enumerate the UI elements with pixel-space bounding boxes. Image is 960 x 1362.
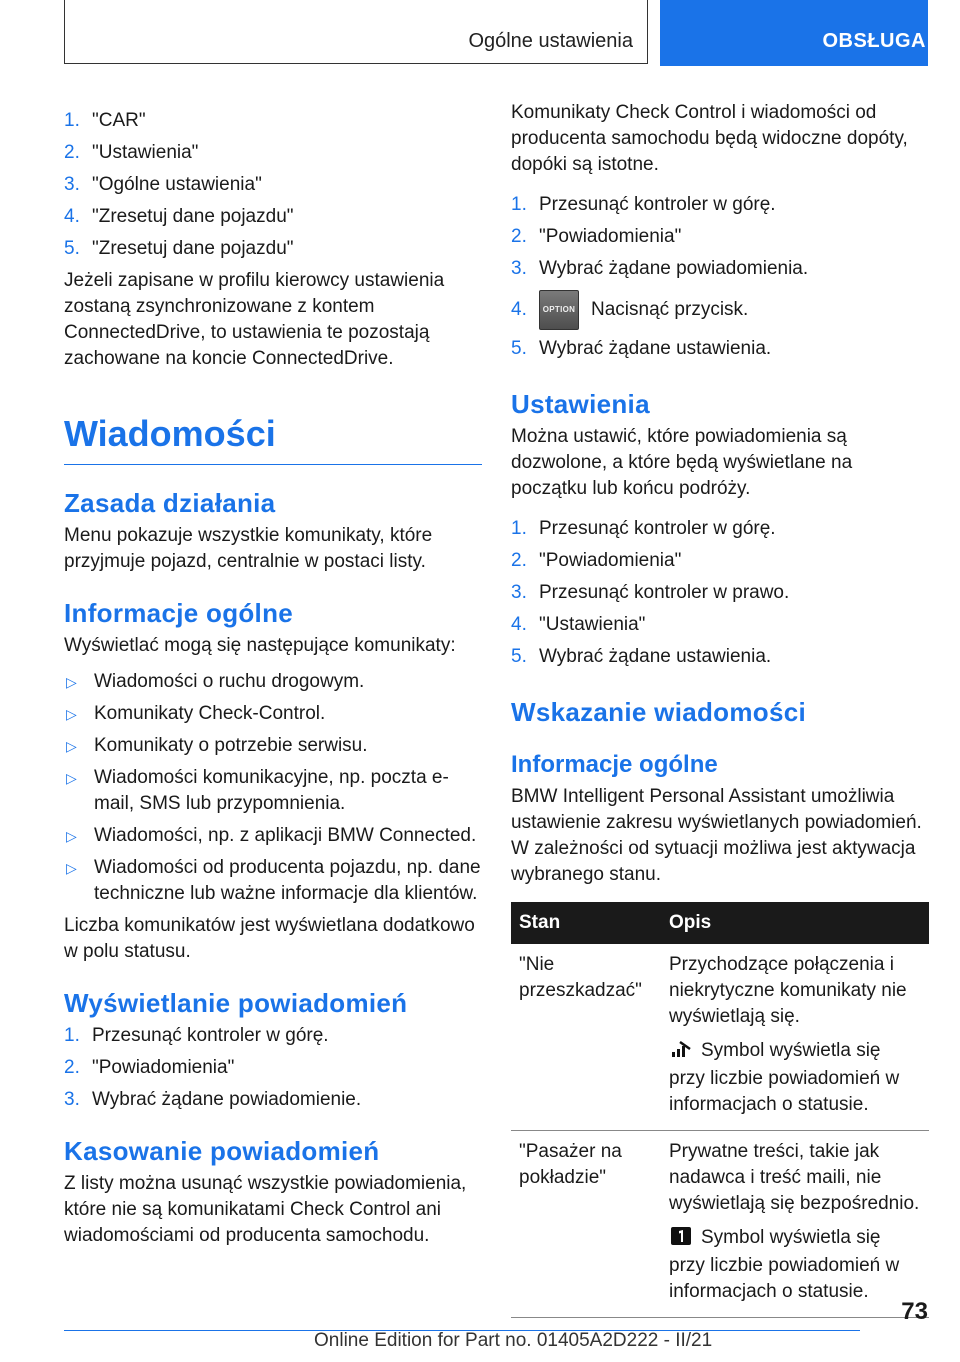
indication-subheading: Informacje ogólne (511, 751, 718, 778)
list-item (511, 516, 929, 542)
step-number: 1. (511, 194, 527, 215)
step-number: 5. (64, 238, 80, 259)
display-steps-list (64, 1023, 482, 1113)
step-number: 3. (64, 1089, 80, 1110)
chapter-heading: Wiadomości (64, 412, 482, 465)
description-cell (661, 1131, 929, 1318)
list-item (64, 733, 482, 759)
list-item (64, 108, 482, 134)
bullet-text: Komunikaty o potrzebie serwisu. (94, 735, 368, 756)
step-text: "Zresetuj dane pojazdu" (92, 206, 294, 227)
step-number: 2. (511, 226, 527, 247)
list-item (64, 204, 482, 230)
info-intro: Wyświetlać mogą się następujące komunikaty: (64, 635, 456, 656)
zasada-heading: Zasada działania (64, 488, 276, 518)
page-header (64, 0, 928, 66)
step-number: 3. (64, 174, 80, 195)
list-item (64, 236, 482, 262)
list-item (511, 612, 929, 638)
description-text: Przychodzące połączenia i niekrytyczne komunikaty nie wyświetlają się. (669, 954, 907, 1027)
visibility-note: Komunikaty Check Control i wiadomości od producenta samochodu będą widoczne dopóty, dopóki są istotne. (511, 102, 908, 175)
step-text: Wybrać żądane powiadomienie. (92, 1089, 362, 1110)
list-item (511, 256, 929, 282)
bullet-text: Komunikaty Check-Control. (94, 703, 326, 724)
bullet-marker-icon: ▷ (66, 828, 77, 844)
section-title: Ogólne ustawienia (468, 30, 633, 52)
notification-steps-list (511, 192, 929, 362)
step-number: 2. (511, 550, 527, 571)
bullet-text: Wiadomości, np. z aplikacji BMW Connected. (94, 825, 477, 846)
step-text: "Ustawienia" (92, 142, 199, 163)
step-number: 1. (64, 110, 80, 131)
step-text: "Ogólne ustawienia" (92, 174, 262, 195)
list-item (511, 580, 929, 606)
step-text: "Ustawienia" (539, 614, 646, 635)
settings-steps-list (511, 516, 929, 670)
settings-text: Można ustawić, które powiadomienia są dozwolone, a które będą wyświetlane na początku lub końcu podróży. (511, 426, 853, 499)
step-text: "Powiadomienia" (92, 1057, 235, 1078)
table-row (511, 1131, 929, 1318)
bullet-marker-icon: ▷ (66, 770, 77, 786)
bullet-marker-icon: ▷ (66, 738, 77, 754)
list-item (64, 765, 482, 817)
bullet-text: Wiadomości o ruchu drogowym. (94, 671, 365, 692)
reset-steps-list (64, 108, 482, 262)
step-text: "Powiadomienia" (539, 550, 682, 571)
delete-text: Z listy można usunąć wszystkie powiadomienia, które nie są komunikatami Check Control ani wiadomościami od producenta samochodu. (64, 1173, 467, 1246)
indication-heading: Wskazanie wiadomości (511, 697, 806, 727)
step-text: Przesunąć kontroler w górę. (539, 194, 776, 215)
bullet-text: Wiadomości od producenta pojazdu, np. dane techniczne lub ważne informacje dla klientów. (94, 857, 481, 904)
column-header-description: Opis (661, 902, 929, 944)
state-cell: "Pasażer na pokładzie" (511, 1131, 661, 1318)
page-number: 73 (901, 1298, 928, 1325)
list-item (511, 336, 929, 362)
section-tab (64, 0, 648, 64)
do-not-disturb-icon (671, 1040, 691, 1066)
passenger-icon (671, 1227, 691, 1253)
list-item (64, 140, 482, 166)
step-text: Wybrać żądane ustawienia. (539, 338, 772, 359)
bullet-marker-icon: ▷ (66, 860, 77, 876)
option-button-icon: OPTION (539, 290, 579, 330)
list-item (64, 823, 482, 849)
list-item (511, 192, 929, 218)
step-number: 4. (511, 614, 527, 635)
bullet-marker-icon: ▷ (66, 674, 77, 690)
info-outro: Liczba komunikatów jest wyświetlana dodatkowo w polu statusu. (64, 915, 475, 962)
step-number: 5. (511, 338, 527, 359)
step-number: 4. (64, 206, 80, 227)
step-text: Przesunąć kontroler w górę. (539, 518, 776, 539)
status-table (511, 902, 929, 1318)
message-types-list (64, 669, 482, 907)
step-text: Przesunąć kontroler w górę. (92, 1025, 329, 1046)
step-number: 1. (64, 1025, 80, 1046)
step-number: 3. (511, 258, 527, 279)
step-number: 2. (64, 142, 80, 163)
step-text: Wybrać żądane powiadomienia. (539, 258, 809, 279)
icon-explanation: Symbol wyświetla się przy liczbie powiadomień w informacjach o statusie. (669, 1040, 900, 1115)
step-text: Przesunąć kontroler w prawo. (539, 582, 790, 603)
list-item (64, 855, 482, 907)
icon-explanation: Symbol wyświetla się przy liczbie powiadomień w informacjach o statusie. (669, 1227, 900, 1302)
sync-note: Jeżeli zapisane w profilu kierowcy ustawienia zostaną zsynchronizowane z kontem ConnectedDrive, to ustawienia te pozostają zachowane na koncie ConnectedDrive. (64, 270, 445, 369)
step-text: "CAR" (92, 110, 146, 131)
state-cell: "Nie przeszkadzać" (511, 944, 661, 1131)
description-cell (661, 944, 929, 1131)
list-item (64, 172, 482, 198)
display-heading: Wyświetlanie powiadomień (64, 988, 408, 1018)
column-header-state: Stan (511, 902, 661, 944)
list-item (64, 701, 482, 727)
step-number: 1. (511, 518, 527, 539)
bullet-marker-icon: ▷ (66, 706, 77, 722)
step-text: "Powiadomienia" (539, 226, 682, 247)
step-number: 4. (511, 299, 527, 320)
chapter-title: OBSŁUGA (822, 30, 926, 52)
step-number: 5. (511, 646, 527, 667)
list-item (511, 290, 929, 330)
delete-heading: Kasowanie powiadomień (64, 1136, 380, 1166)
list-item (64, 1055, 482, 1081)
list-item (511, 548, 929, 574)
list-item (511, 644, 929, 670)
list-item (511, 224, 929, 250)
left-column (64, 108, 482, 1259)
list-item (64, 1087, 482, 1113)
info-heading: Informacje ogólne (64, 598, 294, 628)
zasada-text: Menu pokazuje wszystkie komunikaty, które przyjmuje pojazd, centralnie w postaci listy. (64, 525, 433, 572)
step-text: Nacisnąć przycisk. (591, 299, 749, 321)
description-text: Prywatne treści, takie jak nadawca i treść maili, nie wyświetlają się bezpośrednio. (669, 1141, 920, 1214)
step-text: Wybrać żądane ustawienia. (539, 646, 772, 667)
right-column (511, 100, 929, 1318)
list-item (64, 669, 482, 695)
bullet-text: Wiadomości komunikacyjne, np. poczta e-mail, SMS lub przypomnienia. (94, 767, 449, 814)
step-number: 3. (511, 582, 527, 603)
indication-text: BMW Intelligent Personal Assistant umożliwia ustawienie zakresu wyświetlanych powiadomień. W zależności od sytuacji możliwa jest aktywacja wybranego stanu. (511, 786, 922, 885)
table-row (511, 944, 929, 1131)
step-number: 2. (64, 1057, 80, 1078)
list-item (64, 1023, 482, 1049)
edition-note: Online Edition for Part no. 01405A2D222 - II/21 (314, 1330, 713, 1351)
table-header-row (511, 902, 929, 944)
settings-heading: Ustawienia (511, 389, 650, 419)
step-text: "Zresetuj dane pojazdu" (92, 238, 294, 259)
chapter-tab (660, 0, 928, 66)
